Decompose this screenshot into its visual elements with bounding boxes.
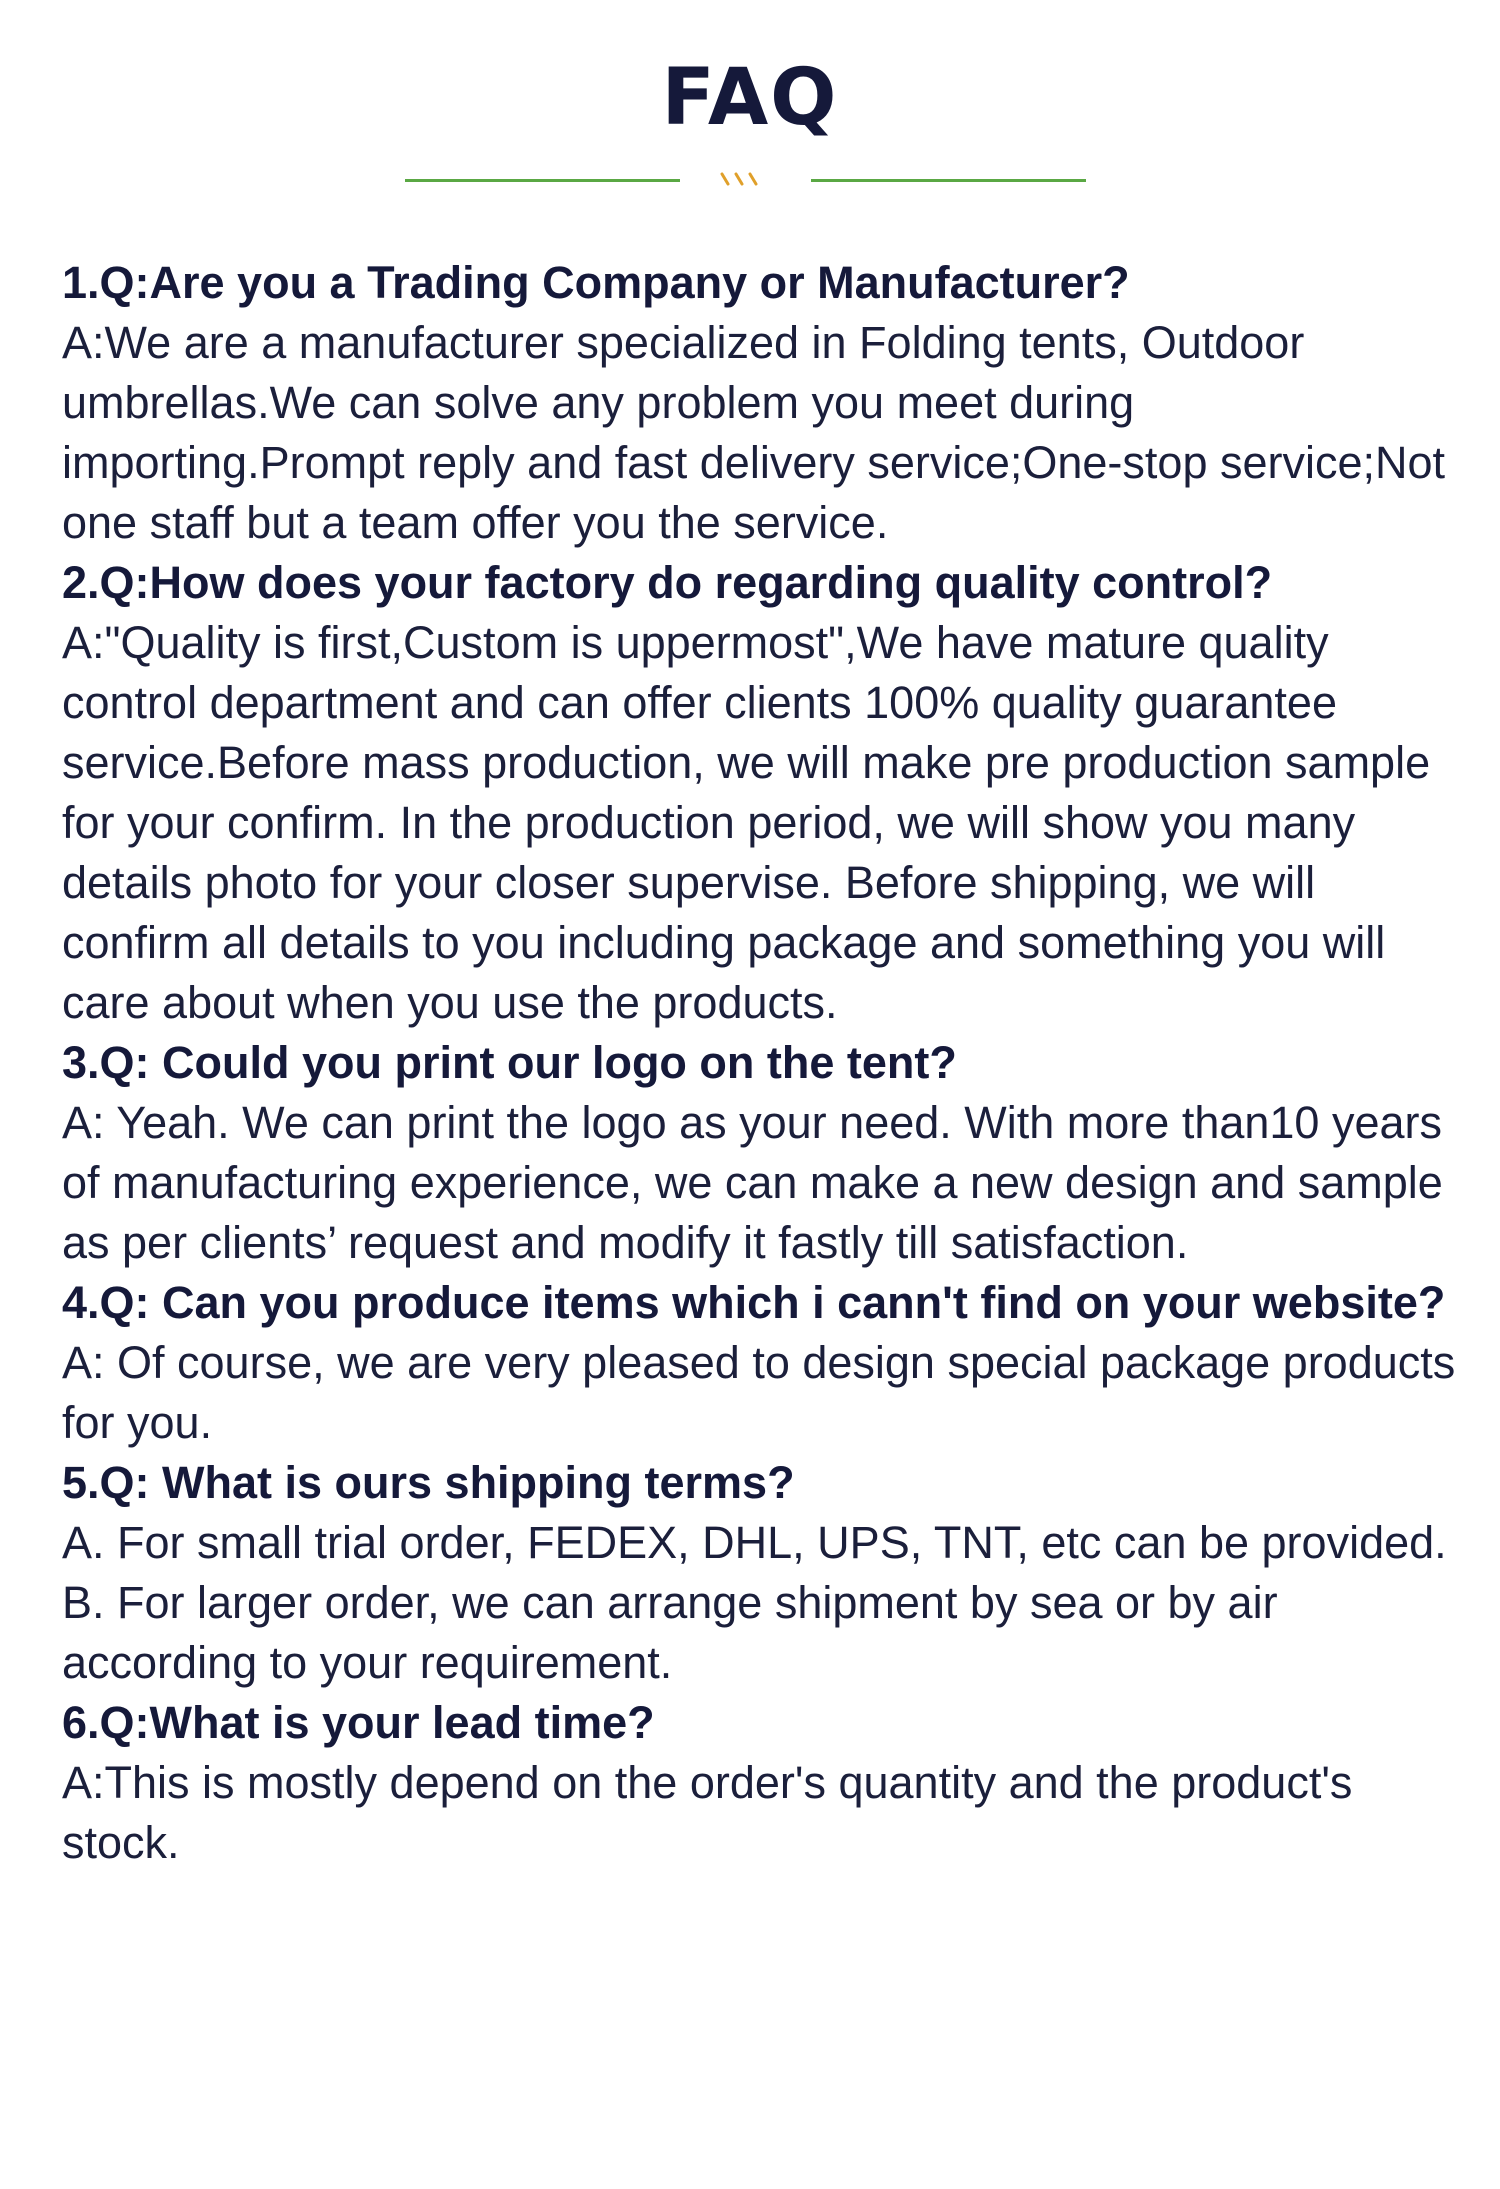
faq-answer: A: Yeah. We can print the logo as your need. With more than10 years of manufacturing experience, we can make a new design and sample as per clients’ request and modify it fastly till satisfaction.: [62, 1097, 1443, 1268]
faq-question: 4.Q: Can you produce items which i cann't find on your website?: [62, 1277, 1446, 1328]
ornament-icon: [716, 170, 776, 190]
faq-item: [62, 1033, 1462, 1273]
page-title: FAQ: [661, 53, 839, 143]
faq-item: [62, 1453, 1462, 1693]
faq-question: 2.Q:How does your factory do regarding quality control?: [62, 557, 1273, 608]
faq-item: [62, 1273, 1462, 1453]
divider-line-right: [811, 179, 1086, 182]
faq-answer: A:"Quality is first,Custom is uppermost",We have mature quality control department and can offer clients 100% quality guarantee service.Before mass production, we will make pre production sample for your confirm. In the production period, we will show you many details photo for your closer supervise. Before shipping, we will confirm all details to you including package and something you will care about when you use the products.: [62, 617, 1431, 1028]
faq-question: 6.Q:What is your lead time?: [62, 1697, 655, 1748]
faq-answer: A. For small trial order, FEDEX, DHL, UPS, TNT, etc can be provided.: [62, 1517, 1447, 1568]
faq-list: [62, 253, 1462, 1873]
faq-item: [62, 1693, 1462, 1873]
faq-answer: A:This is mostly depend on the order's quantity and the product's stock.: [62, 1757, 1353, 1868]
faq-answer: A: Of course, we are very pleased to design special package products for you.: [62, 1337, 1456, 1448]
faq-item: [62, 553, 1462, 1033]
faq-question: 1.Q:Are you a Trading Company or Manufacturer?: [62, 257, 1130, 308]
faq-answer: A:We are a manufacturer specialized in Folding tents, Outdoor umbrellas.We can solve any problem you meet during importing.Prompt reply and fast delivery service;One-stop service;Not one staff but a team offer you the service.: [62, 317, 1446, 548]
faq-item: [62, 253, 1462, 553]
faq-answer: B. For larger order, we can arrange shipment by sea or by air according to your requirement.: [62, 1577, 1278, 1688]
faq-question: 3.Q: Could you print our logo on the tent?: [62, 1037, 957, 1088]
faq-question: 5.Q: What is ours shipping terms?: [62, 1457, 795, 1508]
divider-line-left: [405, 179, 680, 182]
title-divider: [0, 170, 1500, 190]
